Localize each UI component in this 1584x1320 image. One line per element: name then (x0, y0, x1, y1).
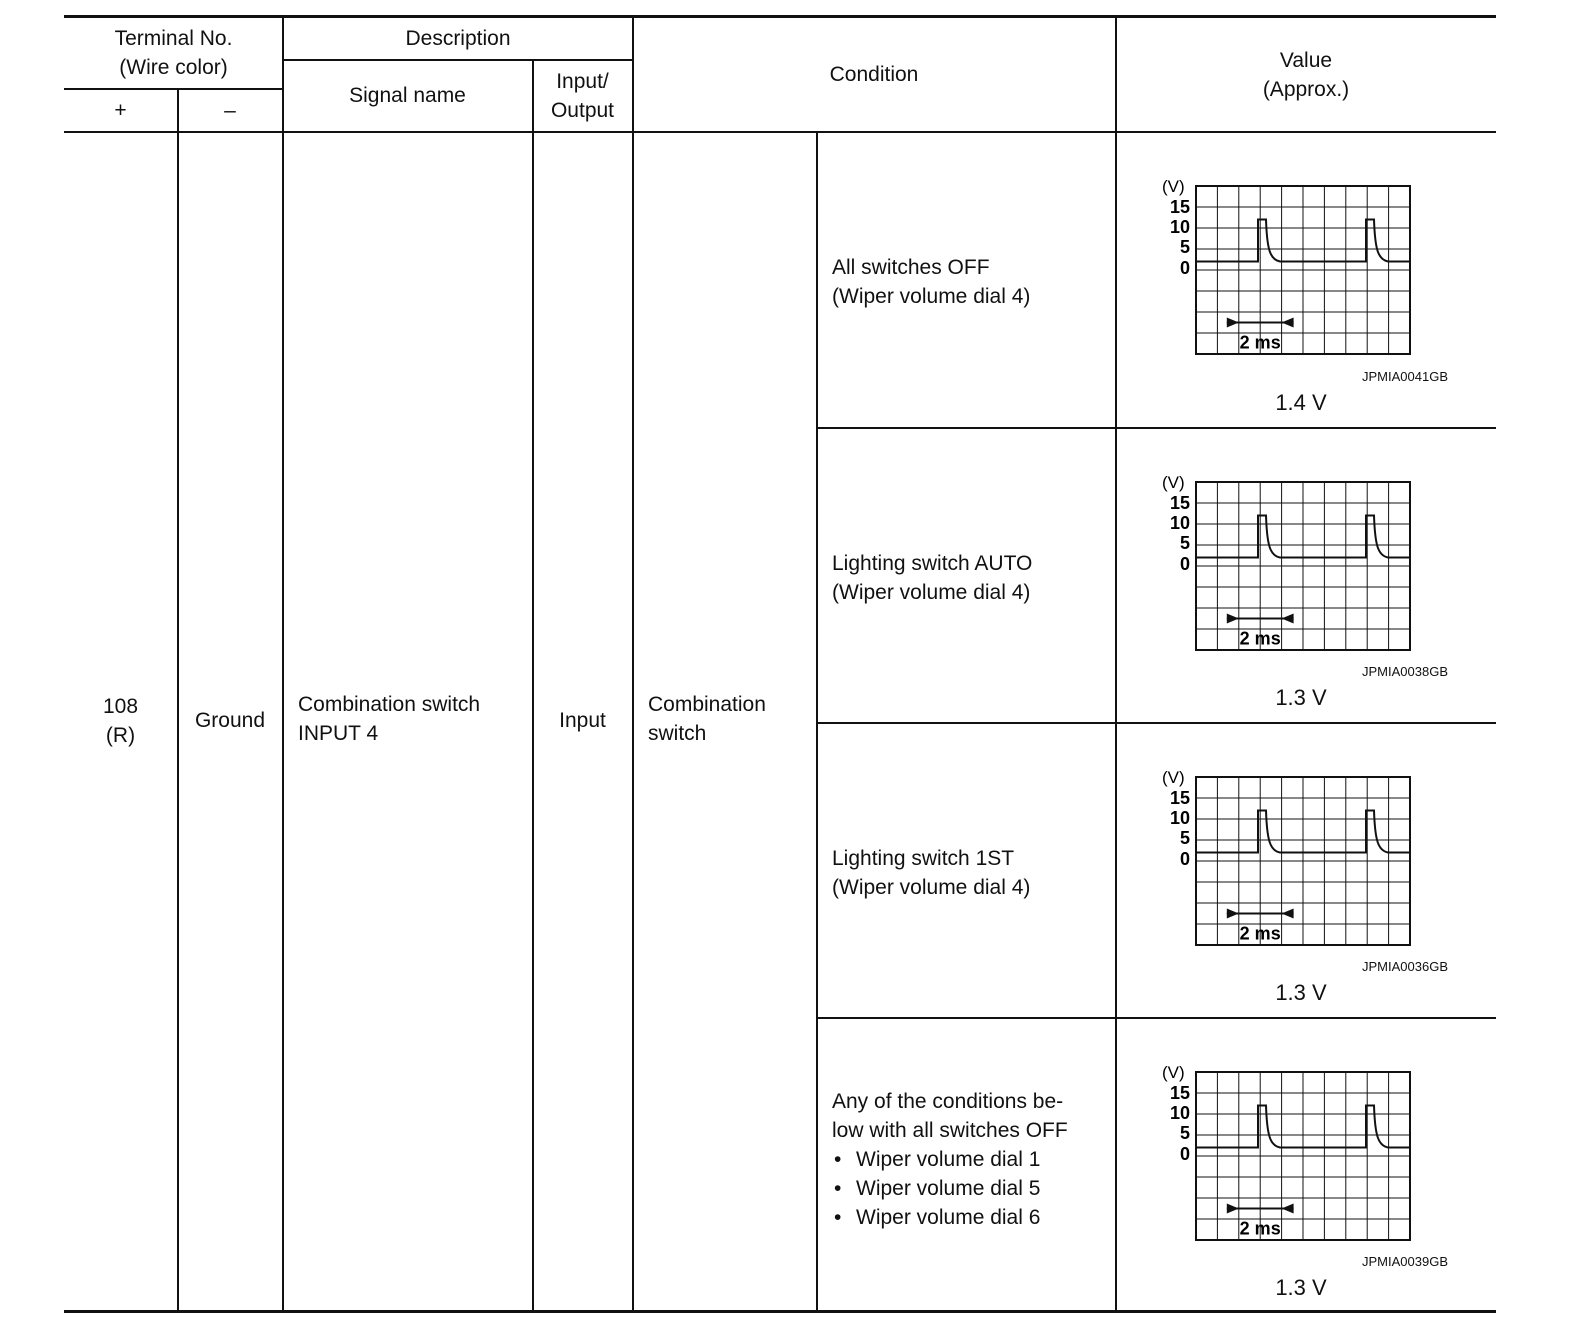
component-name-line-2: switch (648, 722, 707, 745)
col-rule-minus (177, 88, 179, 1311)
condition-1-line-1: All switches OFF (832, 256, 990, 279)
header-terminal-no-label: Terminal No. (114, 27, 233, 50)
col-rule-io (532, 59, 534, 1311)
value-1: 1.4 V (1275, 390, 1327, 415)
header-bottom-rule (64, 131, 1496, 133)
y-tick-label: 10 (1169, 808, 1190, 828)
header-input-output-line-2: Output (550, 98, 615, 122)
condition-3-line-1: Lighting switch 1ST (832, 847, 1015, 870)
rule-condition-1 (816, 427, 1496, 429)
waveform-code-2: JPMIA0038GB (1362, 664, 1448, 679)
header-value-line-2: (Approx.) (1262, 77, 1350, 101)
col-rule-signal (282, 16, 284, 1311)
condition-4-bullet-3: • Wiper volume dial 6 (832, 1203, 1107, 1232)
y-tick-label: 0 (1179, 849, 1190, 869)
col-rule-condition (632, 16, 634, 1311)
signal-name-line-1: Combination switch (298, 693, 481, 716)
time-scale-label: 2 ms (1239, 923, 1281, 944)
header-description: Description (405, 27, 511, 50)
condition-3 (832, 827, 1107, 919)
y-tick-label: 10 (1169, 217, 1190, 237)
header-terminal-no (64, 18, 283, 88)
condition-4-line-1: Any of the conditions be- (832, 1090, 1064, 1113)
header-input-output-line-1: Input/ (556, 69, 609, 93)
header-value (1116, 18, 1496, 131)
y-tick-label: 15 (1169, 1083, 1190, 1103)
condition-4 (832, 1087, 1107, 1247)
y-tick-label: 15 (1169, 493, 1190, 513)
y-tick-label: 0 (1179, 554, 1190, 574)
y-tick-label: 15 (1169, 197, 1190, 217)
condition-1-line-2: (Wiper volume dial 4) (832, 285, 1031, 308)
component-name-line-1: Combination (648, 693, 766, 716)
terminal-number-value: 108 (102, 695, 139, 718)
condition-3-line-2: (Wiper volume dial 4) (832, 876, 1031, 899)
waveform-code-4: JPMIA0039GB (1362, 1254, 1448, 1269)
time-scale-label: 2 ms (1239, 628, 1281, 649)
terminal-wire-color: (R) (105, 724, 136, 747)
time-marker-arrow-left-icon (1282, 1204, 1294, 1214)
ground-terminal: Ground (194, 708, 266, 732)
y-tick-label: 5 (1179, 828, 1190, 848)
time-marker-arrow-right-icon (1227, 318, 1239, 328)
header-signal-name: Signal name (349, 84, 466, 107)
y-tick-label: 0 (1179, 258, 1190, 278)
condition-4-bullet-list (832, 1145, 1107, 1232)
rule-condition-3 (816, 1017, 1496, 1019)
y-tick-label: 5 (1179, 533, 1190, 553)
waveform-code-3: JPMIA0036GB (1362, 959, 1448, 974)
signal-name-line-2: INPUT 4 (298, 722, 379, 745)
condition-2-line-2: (Wiper volume dial 4) (832, 581, 1031, 604)
header-value-line-1: Value (1279, 48, 1333, 72)
condition-4-line-2: low with all switches OFF (832, 1119, 1068, 1142)
rule-condition-2 (816, 722, 1496, 724)
col-rule-value (1115, 16, 1117, 1311)
value-4: 1.3 V (1275, 1275, 1327, 1300)
signal-name (298, 690, 530, 752)
header-minus: – (224, 98, 236, 122)
header-condition: Condition (829, 63, 919, 86)
condition-4-bullet-2: • Wiper volume dial 5 (832, 1174, 1107, 1203)
y-tick-label: 5 (1179, 1123, 1190, 1143)
condition-4-bullet-1: • Wiper volume dial 1 (832, 1145, 1107, 1174)
time-marker-arrow-left-icon (1282, 318, 1294, 328)
y-tick-label: 0 (1179, 1144, 1190, 1164)
time-marker-arrow-right-icon (1227, 909, 1239, 919)
y-axis-unit: (V) (1162, 1063, 1185, 1082)
time-marker-arrow-left-icon (1282, 614, 1294, 624)
header-wire-color-label: (Wire color) (119, 56, 228, 79)
y-tick-label: 5 (1179, 237, 1190, 257)
time-marker-arrow-right-icon (1227, 1204, 1239, 1214)
time-scale-label: 2 ms (1239, 1218, 1281, 1239)
time-marker-arrow-right-icon (1227, 614, 1239, 624)
y-axis-unit: (V) (1162, 473, 1185, 492)
input-output-value: Input (559, 708, 606, 732)
waveform-code-1: JPMIA0041GB (1362, 369, 1448, 384)
header-plus: + (114, 98, 127, 122)
y-tick-label: 10 (1169, 1103, 1190, 1123)
y-tick-label: 10 (1169, 513, 1190, 533)
header-input-output (533, 60, 632, 131)
terminal-number (64, 690, 177, 752)
col-rule-condition-detail (816, 131, 818, 1311)
value-2: 1.3 V (1275, 685, 1327, 710)
condition-2-line-1: Lighting switch AUTO (832, 552, 1033, 575)
time-marker-arrow-left-icon (1282, 909, 1294, 919)
y-axis-unit: (V) (1162, 177, 1185, 196)
condition-2 (832, 532, 1107, 624)
time-scale-label: 2 ms (1239, 332, 1281, 353)
value-3: 1.3 V (1275, 980, 1327, 1005)
condition-1 (832, 236, 1107, 328)
y-axis-unit: (V) (1162, 768, 1185, 787)
y-tick-label: 15 (1169, 788, 1190, 808)
component-name (648, 690, 814, 752)
